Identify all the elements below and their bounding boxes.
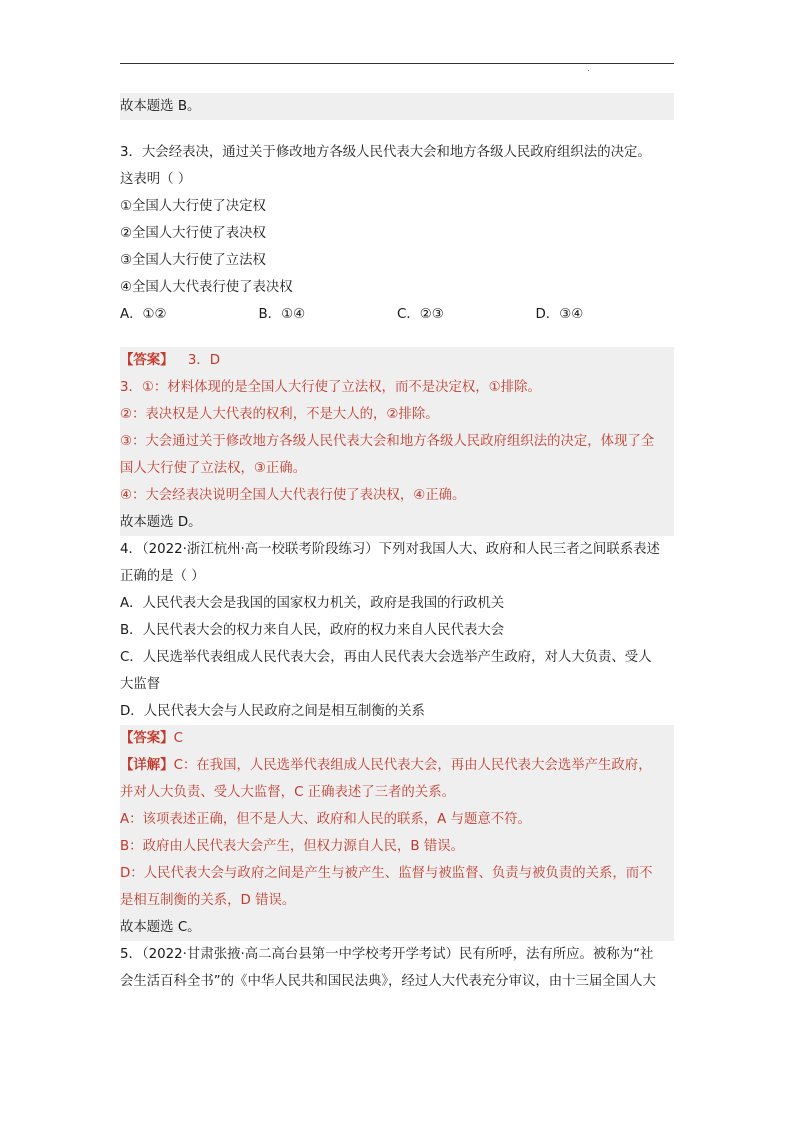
q3-explain-3: ③：大会通过关于修改地方各级人民代表大会和地方各级人民政府组织法的决定，体现了全 bbox=[120, 434, 655, 449]
q4-detail-label: 【详解】 bbox=[120, 758, 174, 773]
prev-conclusion: 故本题选 B。 bbox=[120, 93, 674, 120]
q4-stem-line-1: 4．（2022·浙江杭州·高一校联考阶段练习）下列对我国人大、政府和人民三者之间联系表述 bbox=[120, 542, 660, 557]
q3-explain-4: 国人大行使了立法权，③正确。 bbox=[120, 461, 307, 476]
q4-detail-text-1: C：在我国，人民选举代表组成人民代表大会，再由人民代表大会选举产生政府， bbox=[173, 758, 652, 773]
q4-answer-value: C bbox=[173, 731, 183, 746]
q4-detail-2: 并对人大负责、受人大监督，C 正确表述了三者的关系。 bbox=[120, 785, 455, 800]
q3-option-d: D．③④ bbox=[535, 307, 584, 322]
q4-option-c-line-1: C．人民选举代表组成人民代表大会，再由人民代表大会选举产生政府，对人大负责、受人 bbox=[120, 650, 652, 665]
q3-explain-1: 3．①：材料体现的是全国人大行使了立法权，而不是决定权，①排除。 bbox=[120, 380, 541, 395]
q3-answer-label: 【答案】 bbox=[120, 353, 174, 368]
q3-stem-line-1: 3．大会经表决，通过关于修改地方各级人民代表大会和地方各级人民政府组织法的决定。 bbox=[120, 145, 651, 160]
q4-detail-6: 是相互制衡的关系，D 错误。 bbox=[120, 893, 296, 908]
q4-answer bbox=[120, 725, 674, 752]
q3-option-a: A．①② bbox=[120, 307, 167, 322]
q3-item-2: ②全国人大行使了表决权 bbox=[120, 226, 266, 241]
q4-detail-3: A：该项表述正确，但不是人大、政府和人民的联系，A 与题意不符。 bbox=[120, 812, 531, 827]
q3-conclusion: 故本题选 D。 bbox=[120, 515, 202, 530]
q3-option-c: C．②③ bbox=[397, 307, 444, 322]
header-mark bbox=[588, 70, 589, 71]
q4-option-b: B．人民代表大会的权力来自人民，政府的权力来自人民代表大会 bbox=[120, 623, 505, 638]
q3-item-1: ①全国人大行使了决定权 bbox=[120, 199, 266, 214]
q4-answer-label: 【答案】 bbox=[120, 731, 174, 746]
q3-options bbox=[120, 301, 674, 328]
q3-explain-5: ④：大会经表决说明全国人大代表行使了表决权，④正确。 bbox=[120, 488, 466, 503]
q3-answer bbox=[120, 347, 674, 374]
q5-stem-line-1: 5．（2022·甘肃张掖·高二高台县第一中学校考开学考试）民有所呼，法有所应。被称为“社 bbox=[120, 947, 654, 962]
q3-item-4: ④全国人大代表行使了表决权 bbox=[120, 280, 293, 295]
q3-option-b: B．①④ bbox=[258, 307, 306, 322]
q4-option-d: D．人民代表大会与人民政府之间是相互制衡的关系 bbox=[120, 704, 425, 719]
header-rule bbox=[120, 63, 674, 64]
q4-detail-5: D：人民代表大会与政府之间是产生与被产生、监督与被监督、负责与被负责的关系，而不 bbox=[120, 866, 653, 881]
q4-option-c-line-2: 大监督 bbox=[120, 677, 161, 692]
q4-conclusion: 故本题选 C。 bbox=[120, 920, 201, 935]
q5-stem-line-2: 会生活百科全书”的《中华人民共和国民法典》，经过人大代表充分审议，由十三届全国人大 bbox=[120, 974, 656, 989]
q4-option-a: A．人民代表大会是我国的国家权力机关，政府是我国的行政机关 bbox=[120, 596, 505, 611]
q4-answer-block bbox=[120, 725, 674, 941]
q3-answer-value: 3．D bbox=[187, 353, 221, 368]
q4-detail-4: B：政府由人民代表大会产生，但权力源自人民，B 错误。 bbox=[120, 839, 465, 854]
q3-explain-2: ②：表决权是人大代表的权利，不是大人的，②排除。 bbox=[120, 407, 439, 422]
q3-item-3: ③全国人大行使了立法权 bbox=[120, 253, 266, 268]
q3-answer-block bbox=[120, 347, 674, 536]
q4-detail-1 bbox=[120, 752, 674, 779]
q3-stem-line-2: 这表明（ ） bbox=[120, 172, 192, 187]
q4-stem-line-2: 正确的是（ ） bbox=[120, 569, 205, 584]
document-body bbox=[120, 93, 674, 995]
